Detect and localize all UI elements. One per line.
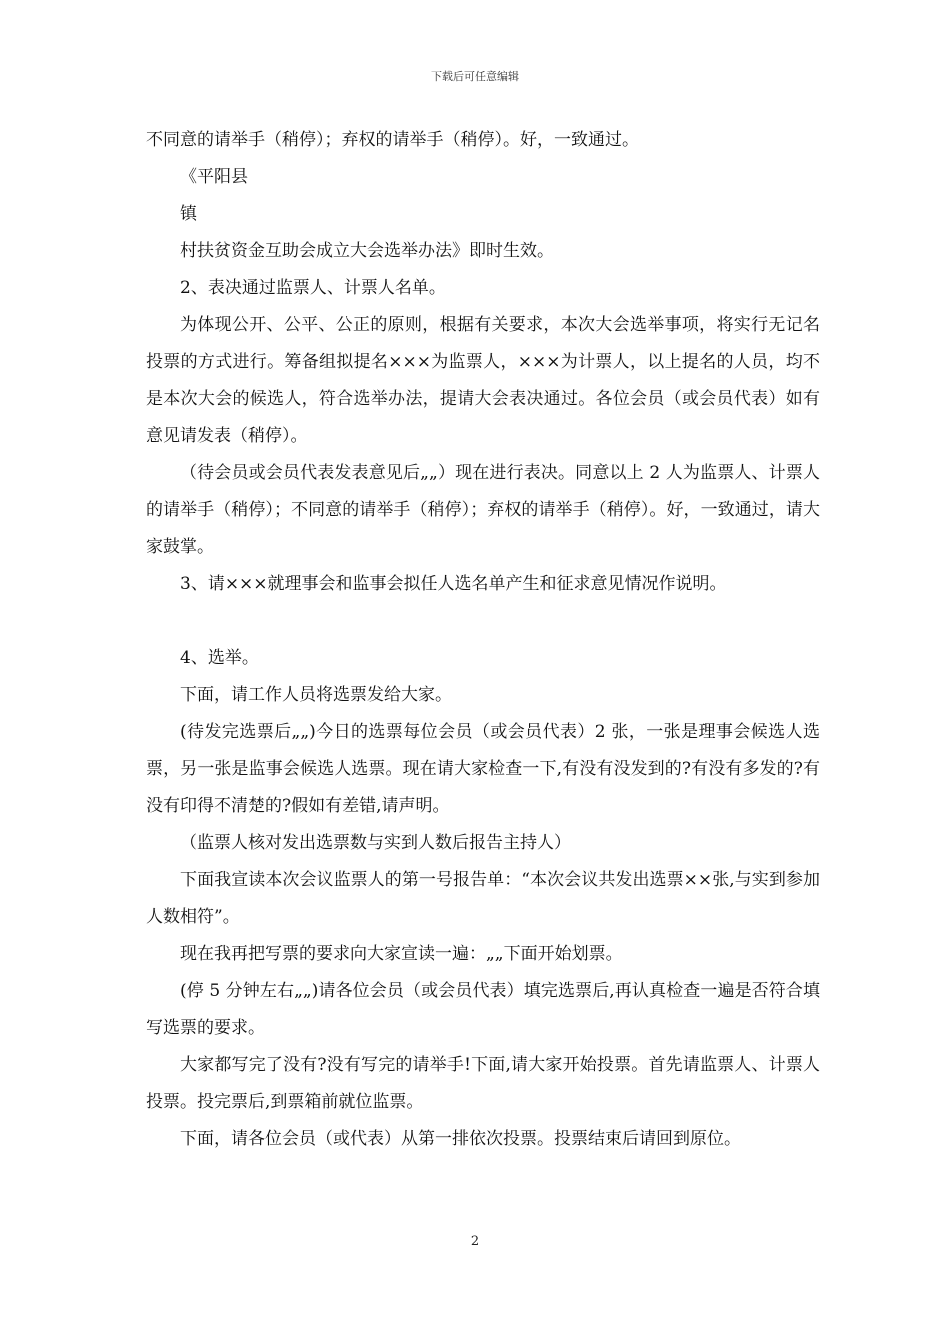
page-number: 2: [470, 1234, 480, 1249]
paragraph-2: 《平阳县: [180, 167, 248, 187]
page-header: 下载后可任意编辑: [431, 70, 519, 83]
paragraph-1: 不同意的请举手（稍停）；弃权的请举手（稍停）。好，一致通过。: [146, 130, 639, 150]
paragraph-17: 下面，请各位会员（或代表）从第一排依次投票。投票结束后请回到原位。: [180, 1129, 741, 1149]
paragraph-7: （待会员或会员代表发表意见后„„）现在进行表决。同意以上 2 人为监票人、计票人的请举手（稍停）；不同意的请举手（稍停）；弃权的请举手（稍停）。好，一致通过，请大家鼓掌。: [146, 463, 820, 557]
paragraph-6: 为体现公开、公平、公正的原则，根据有关要求，本次大会选举事项，将实行无记名投票的方式进行。筹备组拟提名×××为监票人，×××为计票人，以上提名的人员，均不是本次大会的候选人，符合选举办法，提请大会表决通过。各位会员（或会员代表）如有意见请发表（稍停）。: [146, 315, 820, 446]
paragraph-10: 下面，请工作人员将选票发给大家。: [180, 685, 452, 705]
paragraph-5: 2、表决通过监票人、计票人名单。: [180, 278, 446, 298]
paragraph-12: （监票人核对发出选票数与实到人数后报告主持人）: [180, 833, 571, 853]
paragraph-4: 村扶贫资金互助会成立大会选举办法》即时生效。: [180, 241, 554, 261]
paragraph-13: 下面我宣读本次会议监票人的第一号报告单：“本次会议共发出选票××张,与实到参加人数相符”。: [146, 870, 820, 927]
paragraph-16: 大家都写完了没有?没有写完的请举手!下面,请大家开始投票。首先请监票人、计票人投票。投完票后,到票箱前就位监票。: [146, 1055, 820, 1112]
paragraph-8: 3、请×××就理事会和监事会拟任人选名单产生和征求意见情况作说明。: [180, 574, 727, 594]
paragraph-11: (待发完选票后„„)今日的选票每位会员（或会员代表）2 张，一张是理事会候选人选票，另一张是监事会候选人选票。现在请大家检查一下,有没有没发到的?有没有多发的?有没有印得不清楚的?假如有差错,请声明。: [146, 722, 820, 816]
paragraph-3: 镇: [180, 204, 197, 224]
paragraph-9: 4、选举。: [180, 648, 259, 668]
paragraph-15: (停 5 分钟左右„„)请各位会员（或会员代表）填完选票后,再认真检查一遍是否符合填写选票的要求。: [146, 981, 820, 1038]
blank-line: [146, 603, 820, 640]
document-body: [146, 122, 820, 1158]
paragraph-14: 现在我再把写票的要求向大家宣读一遍：„„下面开始划票。: [180, 944, 623, 964]
